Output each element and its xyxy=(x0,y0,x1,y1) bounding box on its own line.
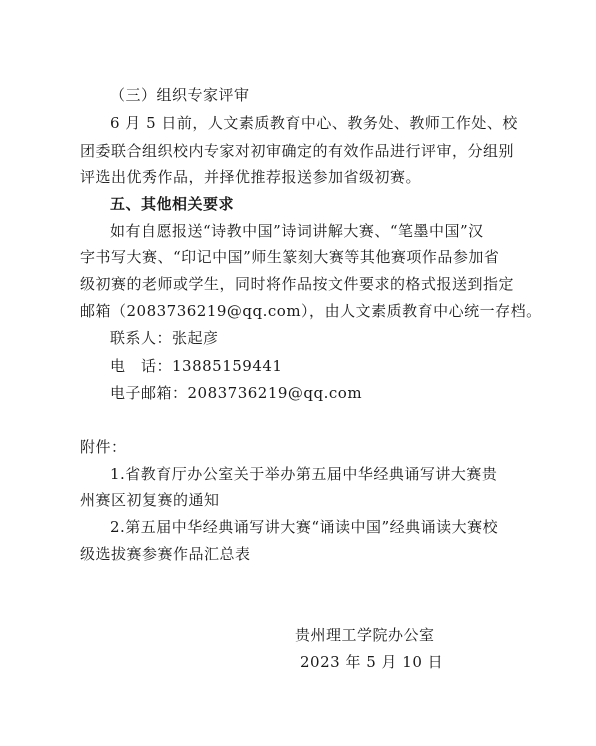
contact-email: 电子邮箱：2083736219@qq.com xyxy=(110,384,363,402)
section3-heading: （三）组织专家评审 xyxy=(110,86,250,104)
attachment-1-line-2: 州赛区初复赛的通知 xyxy=(80,491,220,509)
attachments-label: 附件： xyxy=(80,438,127,456)
section5-line-1: 如有自愿报送“诗教中国”诗词讲解大赛、“笔墨中国”汉 xyxy=(110,222,484,240)
section3-line-3: 评选出优秀作品，并择优推荐报送参加省级初赛。 xyxy=(80,168,422,186)
signature-office: 贵州理工学院办公室 xyxy=(295,626,435,644)
signature-date: 2023 年 5 月 10 日 xyxy=(300,653,444,671)
attachment-2-line-1: 2.第五届中华经典诵写讲大赛“诵读中国”经典诵读大赛校 xyxy=(110,518,499,536)
section3-line-2: 团委联合组织校内专家对初审确定的有效作品进行评审，分组别 xyxy=(80,142,515,160)
section5-line-4: 邮箱（2083736219@qq.com），由人文素质教育中心统一存档。 xyxy=(80,302,542,320)
contact-phone: 电 话：13885159441 xyxy=(110,357,283,375)
attachment-2-line-2: 级选拔赛参赛作品汇总表 xyxy=(80,545,251,563)
section5-line-3: 级初赛的老师或学生，同时将作品按文件要求的格式报送到指定 xyxy=(80,275,515,293)
section3-line-1: 6 月 5 日前，人文素质教育中心、教务处、教师工作处、校 xyxy=(110,114,518,132)
section5-heading: 五、其他相关要求 xyxy=(110,195,235,213)
attachment-1-line-1: 1.省教育厅办公室关于举办第五届中华经典诵写讲大赛贵 xyxy=(110,465,498,483)
contact-person: 联系人：张起彦 xyxy=(110,329,219,347)
section5-line-2: 字书写大赛、“印记中国”师生篆刻大赛等其他赛项作品参加省 xyxy=(80,248,500,266)
